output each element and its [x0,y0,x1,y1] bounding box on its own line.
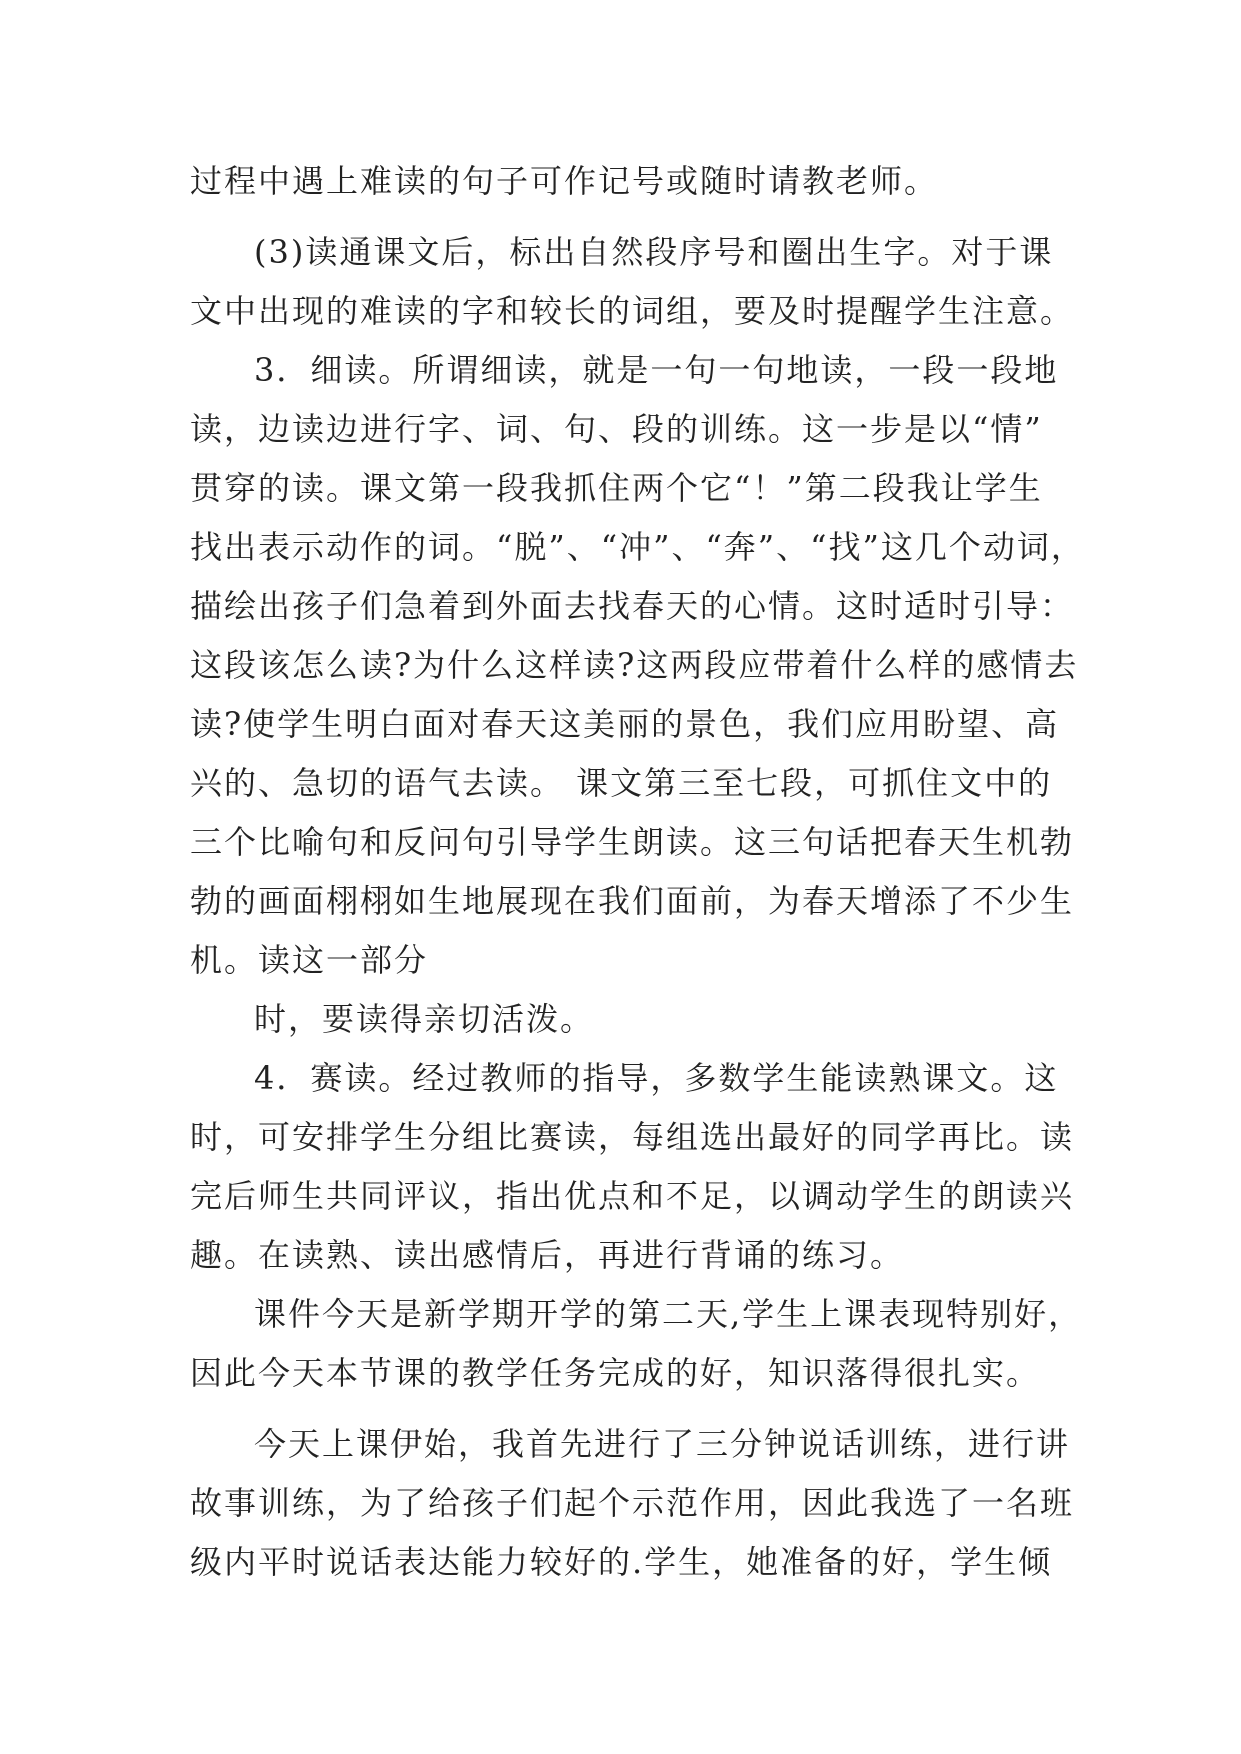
text-line: 描绘出孩子们急着到外面去找春天的心情。这时适时引导： [190,587,1075,625]
text-line: 因此今天本节课的教学任务完成的好，知识落得很扎实。 [190,1354,1041,1392]
text-line: 文中出现的难读的字和较长的词组，要及时提醒学生注意。 [190,292,1075,330]
text-line: 三个比喻句和反问句引导学生朗读。这三句话把春天生机勃 [190,823,1075,861]
text-line: 4．赛读。经过教师的指导，多数学生能读熟课文。这 [254,1059,1059,1097]
text-line: 时，可安排学生分组比赛读，每组选出最好的同学再比。读 [190,1118,1075,1156]
document-body [190,152,1085,1592]
text-line: 读，边读边进行字、词、句、段的训练。这一步是以“情” [190,410,1043,448]
text-line: 兴的、急切的语气去读。 课文第三至七段，可抓住文中的 [190,764,1053,802]
text-line: 趣。在读熟、读出感情后，再进行背诵的练习。 [190,1236,905,1274]
text-line: 勃的画面栩栩如生地展现在我们面前，为春天增添了不少生 [190,882,1075,920]
text-line: 这段该怎么读?为什么这样读?这两段应带着什么样的感情去 [190,646,1079,684]
text-line: 过程中遇上难读的句子可作记号或随时请教老师。 [190,162,939,200]
text-line: 贯穿的读。课文第一段我抓住两个它“！”第二段我让学生 [190,469,1043,507]
text-line: 找出表示动作的词。“脱”、“冲”、“奔”、“找”这几个动词， [190,528,1085,566]
text-line: 机。读这一部分 [190,941,429,979]
text-line: 故事训练，为了给孩子们起个示范作用，因此我选了一名班 [190,1484,1075,1522]
text-line: 完后师生共同评议，指出优点和不足，以调动学生的朗读兴 [190,1177,1075,1215]
text-line: (3)读通课文后，标出自然段序号和圈出生字。对于课 [254,233,1054,271]
text-line: 级内平时说话表达能力较好的.学生，她准备的好，学生倾 [190,1543,1053,1581]
text-line: 3．细读。所谓细读，就是一句一句地读，一段一段地 [254,351,1059,389]
text-line: 今天上课伊始，我首先进行了三分钟说话训练，进行讲 [254,1425,1071,1463]
text-line: 读?使学生明白面对春天这美丽的景色，我们应用盼望、高 [190,705,1060,743]
text-line: 课件今天是新学期开学的第二天,学生上课表现特别好， [254,1295,1083,1333]
text-line: 时，要读得亲切活泼。 [254,1000,595,1038]
